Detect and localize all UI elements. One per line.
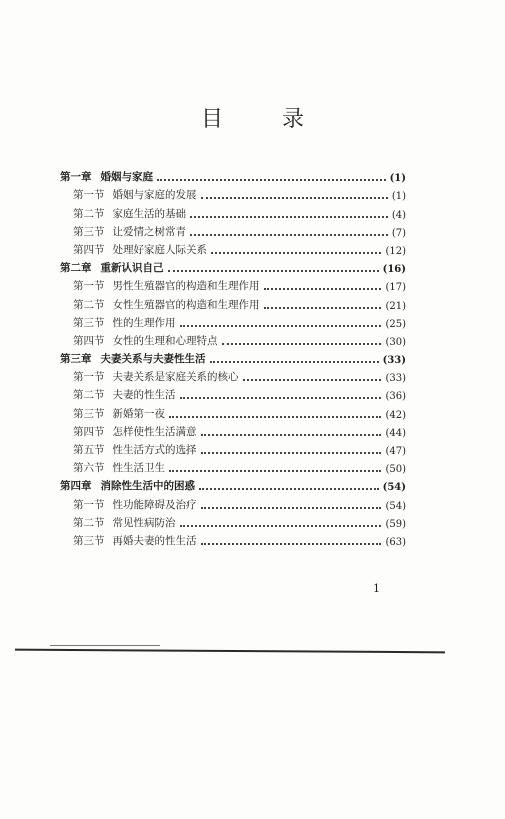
dot-leader	[243, 379, 382, 381]
section-label: 第一节	[73, 189, 105, 202]
dot-leader	[201, 452, 382, 454]
section-label: 第二节	[73, 389, 105, 402]
dot-leader	[199, 488, 379, 490]
table-of-contents	[60, 166, 406, 548]
toc-section-row	[60, 512, 406, 530]
toc-chapter-row	[60, 257, 406, 275]
section-label: 第五节	[73, 444, 105, 456]
toc-entry-title	[73, 406, 165, 421]
section-title: 性生活卫生	[112, 462, 165, 475]
chapter-title: 重新认识自己	[100, 262, 164, 275]
dot-leader	[201, 434, 382, 436]
section-label: 第四节	[73, 425, 105, 438]
section-title: 性功能障碍及治疗	[112, 498, 197, 511]
scan-line-artifact	[50, 645, 160, 646]
toc-chapter-row	[60, 166, 406, 184]
toc-section-row	[60, 402, 406, 420]
toc-page-number: (54)	[382, 482, 406, 494]
toc-section-row	[60, 275, 406, 293]
section-label: 第六节	[73, 462, 105, 475]
toc-entry-title	[73, 497, 197, 512]
toc-page-number: (50)	[385, 464, 406, 476]
dot-leader	[264, 307, 382, 309]
toc-section-row	[60, 221, 406, 239]
section-label: 第二节	[73, 207, 105, 220]
section-label: 第二节	[73, 516, 105, 529]
toc-entry-title	[60, 260, 164, 275]
chapter-title: 夫妻关系与夫妻性生活	[100, 353, 206, 366]
section-title: 性生活方式的选择	[112, 444, 197, 456]
dot-leader	[190, 216, 388, 218]
toc-page-number: (25)	[385, 318, 406, 330]
toc-heading: 目 录	[201, 107, 330, 132]
toc-page-number: (33)	[382, 355, 406, 367]
toc-section-row	[60, 439, 406, 457]
section-title: 夫妻的性生活	[112, 389, 176, 402]
chapter-label: 第三章	[60, 353, 92, 366]
toc-entry-title	[73, 224, 186, 239]
toc-entry-title	[60, 478, 195, 493]
toc-section-row	[60, 184, 406, 202]
toc-page-number: (33)	[385, 373, 406, 385]
dot-leader	[222, 343, 382, 345]
section-title: 女性的生理和心理特点	[112, 334, 218, 347]
section-label: 第三节	[73, 534, 105, 547]
toc-section-row	[60, 384, 406, 402]
toc-entry-title	[73, 206, 186, 221]
section-label: 第三节	[73, 225, 105, 238]
toc-entry-title	[73, 297, 260, 312]
dot-leader	[169, 416, 381, 418]
dot-leader	[169, 470, 381, 472]
dot-leader	[210, 361, 379, 363]
page-number: 1	[373, 582, 380, 595]
toc-page-number: (36)	[385, 391, 406, 403]
section-title: 再婚夫妻的性生活	[112, 534, 197, 547]
section-title: 常见性病防治	[112, 516, 176, 529]
section-label: 第二节	[73, 298, 105, 311]
toc-section-row	[60, 493, 406, 511]
toc-entry-title	[73, 333, 218, 348]
section-label: 第一节	[73, 371, 105, 384]
section-title: 性的生理作用	[112, 316, 176, 329]
dot-leader	[201, 507, 382, 509]
section-title: 让爱情之树常青	[112, 225, 186, 238]
toc-page-number: (1)	[389, 173, 406, 185]
toc-entry-title	[73, 387, 176, 402]
section-label: 第四节	[73, 334, 105, 347]
toc-entry-title	[73, 369, 239, 384]
toc-entry-title	[73, 442, 197, 457]
dot-leader	[180, 397, 382, 399]
toc-page-number: (54)	[385, 500, 406, 512]
toc-entry-title	[73, 278, 260, 293]
toc-section-row	[60, 202, 406, 220]
toc-section-row	[60, 530, 406, 548]
dot-leader	[264, 288, 382, 290]
toc-page-number: (4)	[391, 209, 406, 221]
dot-leader	[211, 252, 381, 254]
section-title: 男性生殖器官的构造和生理作用	[112, 280, 260, 293]
toc-page-number: (12)	[385, 245, 406, 257]
section-title: 新婚第一夜	[112, 407, 165, 420]
page-edge-line	[15, 649, 445, 654]
toc-entry-title	[73, 187, 197, 202]
toc-page-number: (63)	[385, 536, 406, 548]
dot-leader	[180, 525, 382, 527]
chapter-title: 婚姻与家庭	[100, 171, 153, 184]
toc-entry-title	[73, 533, 197, 548]
section-label: 第四节	[73, 243, 105, 256]
toc-page-number: (59)	[385, 518, 406, 530]
toc-page-number: (21)	[385, 300, 406, 312]
section-title: 家庭生活的基础	[112, 207, 186, 220]
dot-leader	[190, 234, 388, 236]
section-title: 婚姻与家庭的发展	[112, 189, 197, 202]
dot-leader	[180, 325, 382, 327]
dot-leader	[201, 543, 382, 545]
toc-chapter-row	[60, 348, 406, 366]
section-title: 女性生殖器官的构造和生理作用	[112, 298, 260, 311]
dot-leader	[157, 179, 386, 181]
toc-page-number: (42)	[385, 409, 406, 421]
toc-entry-title	[73, 242, 207, 257]
toc-section-row	[60, 330, 406, 348]
chapter-title: 消除性生活中的困惑	[100, 480, 195, 493]
toc-entry-title	[60, 351, 206, 366]
toc-entry-title	[73, 424, 197, 439]
toc-section-row	[60, 293, 406, 311]
toc-page-number: (44)	[385, 427, 406, 439]
section-label: 第三节	[73, 316, 105, 329]
section-label: 第一节	[73, 280, 105, 293]
chapter-label: 第四章	[60, 480, 92, 493]
toc-entry-title	[60, 169, 153, 184]
toc-page-number: (30)	[385, 336, 406, 348]
toc-section-row	[60, 312, 406, 330]
dot-leader	[168, 270, 379, 272]
chapter-label: 第一章	[60, 171, 92, 184]
chapter-label: 第二章	[60, 262, 92, 275]
section-label: 第三节	[73, 407, 105, 420]
toc-section-row	[60, 239, 406, 257]
section-title: 怎样使性生活满意	[112, 425, 197, 438]
toc-section-row	[60, 421, 406, 439]
toc-page-number: (16)	[382, 264, 406, 276]
toc-page-number: (47)	[385, 446, 406, 457]
dot-leader	[201, 197, 388, 199]
toc-page-number: (1)	[391, 191, 406, 203]
toc-chapter-row	[60, 475, 406, 493]
toc-page-number: (17)	[385, 282, 406, 294]
toc-section-row	[60, 457, 406, 475]
toc-page-number: (7)	[391, 227, 406, 239]
toc-entry-title	[73, 515, 176, 530]
section-title: 处理好家庭人际关系	[112, 243, 207, 256]
toc-section-row	[60, 366, 406, 384]
section-label: 第一节	[73, 498, 105, 511]
toc-entry-title	[73, 315, 176, 330]
section-title: 夫妻关系是家庭关系的核心	[112, 371, 239, 384]
toc-entry-title	[73, 460, 165, 475]
